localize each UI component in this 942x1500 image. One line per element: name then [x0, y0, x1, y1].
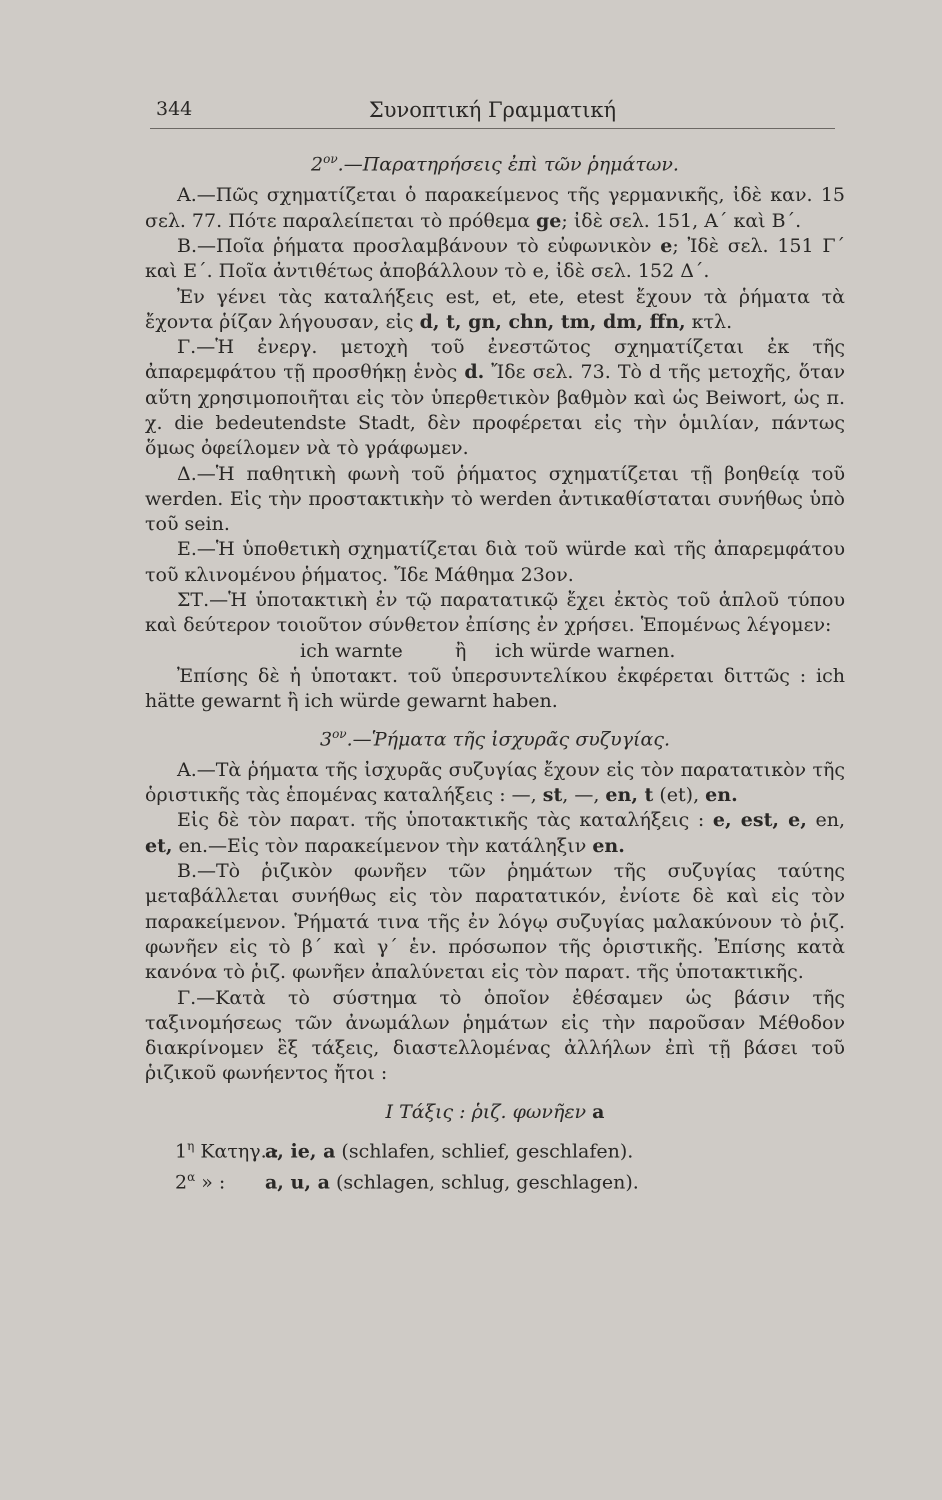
- example-line: ich warnte ἢ ich würde warnen.: [300, 639, 676, 662]
- paragraph-endings: Ἐν γένει τὰς καταλήξεις est, et, ete, etest ἔχουν τὰ ῥήματα τὰ ἔχοντα ῥίζαν λήγουσαν, εἰς d, t, gn, chn, tm, dm, ffn, κτλ.: [145, 285, 845, 333]
- paragraph-d: Δ.—Ἡ παθητικὴ φωνὴ τοῦ ῥήματος σχηματίζεται τῇ βοηθείᾳ τοῦ werden. Εἰς τὴν προστακτικὴν τὸ werden ἀντικαθίσταται συνήθως ὑπὸ τοῦ sein.: [145, 462, 845, 536]
- paragraph-3-subj: Εἰς δὲ τὸν παρατ. τῆς ὑποτακτικῆς τὰς καταλήξεις : e, est, e, en, et, en.—Εἰς τὸν παρακείμενον τὴν κατάληξιν en.: [145, 809, 846, 857]
- paragraph-3a: Α.—Τὰ ῥήματα τῆς ἰσχυρᾶς συζυγίας ἔχουν εἰς τὸν παρατατικὸν τῆς ὁριστικῆς τὰς ἑπομένας καταλήξεις : —, st, —, en, t (et), en.: [145, 758, 845, 807]
- paragraph-episis: Ἐπίσης δὲ ἡ ὑποτακτ. τοῦ ὑπερσυντελίκου ἐκφέρεται διττῶς : ich hätte gewarnt ἢ ich würde gewarnt haben.: [145, 664, 845, 713]
- class-row: $1^\eta$ Κατηγ. :a, ie, a (schlafen, schlief, geschlafen).: [175, 1138, 634, 1163]
- paragraph-3b: Β.—Τὸ ῥιζικὸν φωνῆεν τῶν ῥημάτων τῆς συζυγίας ταύτης μεταβάλλεται συνήθως εἰς τὸν παρατατικόν, ἐνίοτε δὲ καὶ εἰς τὸν παρακείμενον. Ῥήματά τινα τῆς ἐν λόγῳ συζυγίας μαλακύνουν τὸ ῥιζ. φωνῆεν εἰς τὸ β΄ καὶ γ΄ ἑν. πρόσωπον τῆς ὁριστικῆς. Ἐπίσης κατὰ κανόνα τὸ ῥιζ. φωνῆεν ἀπαλύνεται εἰς τὸν παρατ. τῆς ὑποτακτικῆς.: [145, 860, 845, 984]
- paragraph-e: Ε.—Ἡ ὑποθετικὴ σχηματίζεται διὰ τοῦ würde καὶ τῆς ἀπαρεμφάτου τοῦ κλινομένου ῥήματος. Ἴδε Μάθημα 23ον.: [145, 538, 845, 586]
- page-body: [145, 140, 845, 1195]
- running-title: Συνοπτική Γραμματική: [368, 98, 617, 122]
- section-heading-2: $2^{o\nu}.—\Pi\alpha\rho\alpha\tau\eta\rho ή\sigma\varepsilon\iota\varsigma$ ἐπὶ τῶν ῥημάτων.: [311, 152, 679, 176]
- class-row: $2^\alpha$ » : a, u, a (schlagen, schlug, geschlagen).: [175, 1170, 639, 1194]
- class-heading: Ι Τάξις : ῥιζ. φωνῆεν a: [385, 1100, 605, 1123]
- paragraph-a: Α.—Πῶς σχηματίζεται ὁ παρακείμενος τῆς γερμανικῆς, ἰδὲ καν. 15 σελ. 77. Πότε παραλείπεται τὸ πρόθεμα ge; ἰδὲ σελ. 151, Α΄ καὶ Β΄.: [145, 184, 845, 232]
- section-heading-3: $3^{o\nu}.—Ῥή\mu\alpha\tau\alpha$ τῆς ἰσχυρᾶς συζυγίας.: [319, 726, 671, 750]
- paragraph-3g: Γ.—Κατὰ τὸ σύστημα τὸ ὁποῖον ἐθέσαμεν ὡς βάσιν τῆς ταξινομήσεως τῶν ἀνωμάλων ῥημάτων εἰς τὴν παροῦσαν Μέθοδον διακρίνομεν ἓξ τάξεις, διαστελλομένας ἀλλήλων ἐπὶ τῇ βάσει τοῦ ῥιζικοῦ φωνήεντος ἤτοι :: [145, 986, 845, 1085]
- paragraph-st: ΣΤ.—Ἡ ὑποτακτικὴ ἐν τῷ παρατατικῷ ἔχει ἐκτὸς τοῦ ἁπλοῦ τύπου καὶ δεύτερον τοιοῦτον σύνθετον ἐπίσης ἐν χρήσει. Ἑπομένως λέγομεν:: [145, 589, 845, 637]
- page-number: 344: [156, 98, 193, 120]
- page-header: [150, 92, 835, 129]
- paragraph-g: Γ.—Ἡ ἐνεργ. μετοχὴ τοῦ ἐνεστῶτος σχηματίζεται ἐκ τῆς ἀπαρεμφάτου τῇ προσθήκῃ ἑνὸς d. Ἴδε σελ. 73. Τὸ d τῆς μετοχῆς, ὅταν αὕτη χρησιμοποιῆται εἰς τὸν ὑπερθετικὸν βαθμὸν καὶ ὡς Beiwort, ὡς π. χ. die bedeutendste Stadt, δὲν προφέρεται εἰς τὴν ὁμιλίαν, πάντως ὅμως ὀφείλομεν νὰ τὸ γράφωμεν.: [145, 336, 846, 460]
- paragraph-b: Β.—Ποῖα ῥήματα προσλαμβάνουν τὸ εὐφωνικὸν e; Ἰδὲ σελ. 151 Γ΄ καὶ Ε΄. Ποῖα ἀντιθέτως ἀποβάλλουν τὸ e, ἰδὲ σελ. 152 Δ΄.: [145, 234, 846, 283]
